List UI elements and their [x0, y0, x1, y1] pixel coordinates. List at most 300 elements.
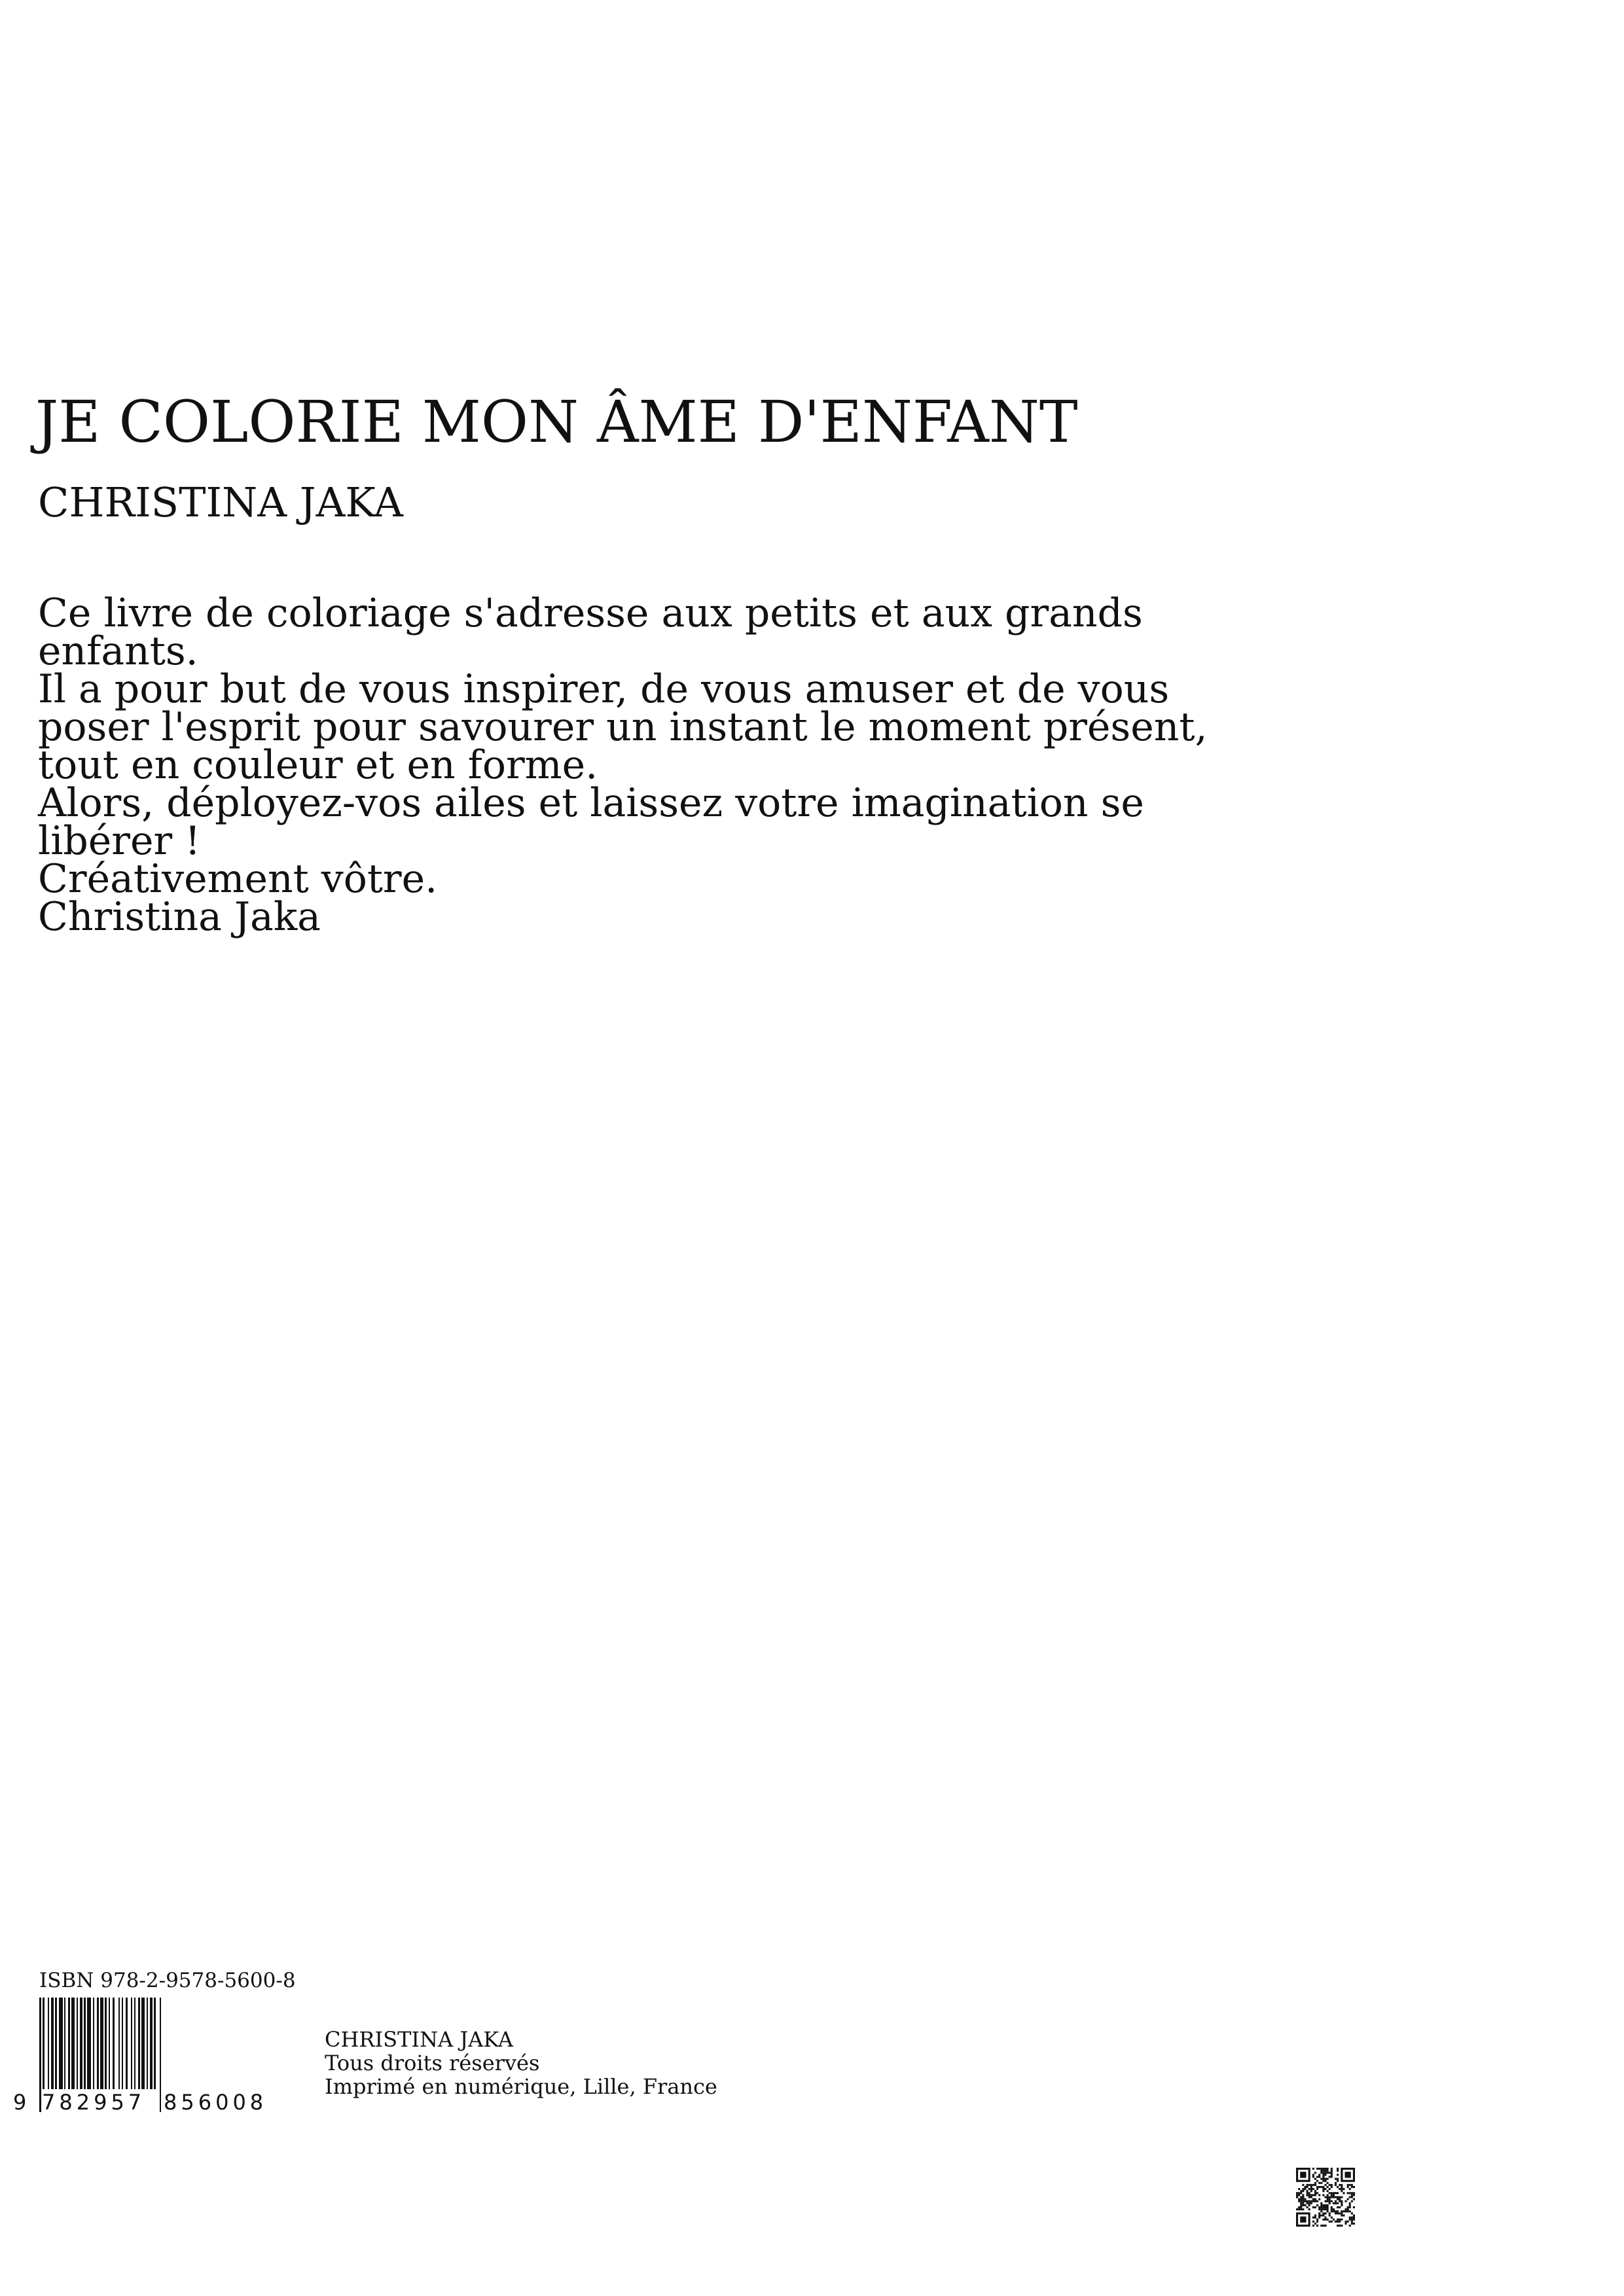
qr-module	[1353, 2219, 1355, 2221]
qr-module	[1333, 2196, 1335, 2198]
qr-module	[1331, 2210, 1333, 2212]
qr-module	[1320, 2202, 1322, 2204]
barcode-bar	[68, 1998, 70, 2089]
qr-module	[1300, 2206, 1302, 2208]
qr-module	[1314, 2216, 1316, 2218]
qr-module	[1312, 2176, 1314, 2178]
qr-module	[1337, 2192, 1339, 2194]
qr-module	[1322, 2212, 1324, 2214]
qr-module	[1331, 2172, 1333, 2174]
book-title: JE COLORIE MON ÂME D'ENFANT	[35, 388, 1078, 456]
qr-module	[1329, 2172, 1331, 2174]
qr-module	[1316, 2192, 1318, 2194]
qr-module	[1300, 2208, 1302, 2210]
qr-module	[1351, 2219, 1353, 2221]
qr-module	[1298, 2194, 1300, 2196]
qr-module	[1339, 2200, 1341, 2202]
book-author: CHRISTINA JAKA	[38, 478, 403, 526]
qr-module	[1324, 2206, 1326, 2208]
qr-module	[1335, 2192, 1337, 2194]
qr-module	[1314, 2192, 1316, 2194]
qr-module	[1318, 2176, 1320, 2178]
qr-module	[1331, 2168, 1333, 2170]
publisher-printed: Imprimé en numérique, Lille, France	[325, 2074, 717, 2099]
qr-module	[1314, 2194, 1316, 2196]
qr-module	[1327, 2204, 1329, 2206]
barcode-bar	[93, 1998, 94, 2089]
qr-module	[1329, 2188, 1331, 2190]
barcode-bar	[150, 1998, 153, 2089]
barcode-bar	[118, 1998, 120, 2089]
qr-module	[1322, 2190, 1324, 2192]
qr-module	[1324, 2174, 1326, 2176]
qr-module	[1344, 2223, 1346, 2225]
qr-module	[1312, 2225, 1314, 2227]
qr-module	[1324, 2170, 1326, 2172]
qr-module	[1310, 2194, 1312, 2196]
qr-module	[1320, 2204, 1322, 2206]
qr-module	[1314, 2184, 1316, 2186]
qr-module	[1339, 2206, 1341, 2208]
qr-module	[1296, 2196, 1298, 2198]
qr-module	[1337, 2219, 1339, 2221]
barcode-bar	[80, 1998, 82, 2089]
qr-module	[1324, 2180, 1326, 2182]
qr-module	[1298, 2206, 1300, 2208]
qr-module	[1300, 2190, 1302, 2192]
qr-module	[1335, 2210, 1337, 2212]
qr-module	[1335, 2182, 1337, 2184]
qr-module	[1337, 2174, 1339, 2176]
qr-module	[1349, 2219, 1351, 2221]
qr-module	[1316, 2186, 1318, 2188]
qr-module	[1322, 2180, 1324, 2182]
qr-module	[1324, 2184, 1326, 2186]
qr-module	[1351, 2221, 1353, 2223]
qr-module	[1318, 2186, 1320, 2188]
qr-module	[1302, 2196, 1304, 2198]
qr-module	[1343, 2210, 1344, 2212]
barcode-bar	[77, 1998, 78, 2089]
qr-module	[1351, 2194, 1353, 2196]
qr-module	[1349, 2188, 1351, 2190]
qr-module	[1318, 2182, 1320, 2184]
qr-module	[1341, 2210, 1343, 2212]
qr-module	[1312, 2184, 1314, 2186]
qr-module	[1335, 2212, 1337, 2214]
qr-module	[1314, 2172, 1316, 2174]
qr-module	[1329, 2184, 1331, 2186]
qr-module	[1343, 2192, 1344, 2194]
qr-module	[1337, 2180, 1339, 2182]
barcode-bar	[59, 1998, 63, 2089]
qr-module	[1349, 2206, 1351, 2208]
qr-module	[1302, 2208, 1304, 2210]
qr-module	[1318, 2208, 1320, 2210]
qr-module	[1344, 2200, 1346, 2202]
qr-module	[1349, 2202, 1351, 2204]
barcode-bar	[64, 1998, 65, 2089]
qr-module	[1349, 2225, 1351, 2227]
qr-module	[1329, 2221, 1331, 2223]
qr-module	[1324, 2204, 1326, 2206]
qr-module	[1312, 2188, 1314, 2190]
qr-module	[1324, 2172, 1326, 2174]
qr-module	[1322, 2186, 1324, 2188]
qr-module	[1331, 2186, 1333, 2188]
qr-module	[1329, 2196, 1331, 2198]
qr-code-icon	[1296, 2168, 1355, 2227]
qr-module	[1344, 2221, 1346, 2223]
qr-module	[1314, 2200, 1316, 2202]
blurb-line: poser l'esprit pour savourer un instant le moment présent,	[38, 704, 1208, 750]
qr-module	[1335, 2196, 1337, 2198]
qr-module	[1335, 2178, 1337, 2180]
qr-module	[1339, 2188, 1341, 2190]
qr-module	[1347, 2210, 1349, 2212]
qr-module	[1320, 2182, 1322, 2184]
barcode-bar	[134, 1998, 135, 2089]
qr-module	[1339, 2198, 1341, 2200]
qr-module	[1327, 2210, 1329, 2212]
barcode-digit-first: 9	[13, 2090, 27, 2115]
qr-module	[1300, 2198, 1302, 2200]
qr-module	[1316, 2219, 1318, 2221]
qr-module	[1349, 2184, 1351, 2186]
qr-module	[1312, 2200, 1314, 2202]
qr-module	[1310, 2196, 1312, 2198]
blurb-line: enfants.	[38, 628, 198, 674]
barcode-bar	[87, 1998, 91, 2089]
qr-module	[1329, 2192, 1331, 2194]
qr-module	[1307, 2184, 1308, 2186]
qr-module	[1316, 2176, 1318, 2178]
qr-module	[1327, 2208, 1329, 2210]
qr-module	[1310, 2188, 1312, 2190]
qr-module	[1302, 2200, 1304, 2202]
qr-module	[1304, 2188, 1306, 2190]
back-cover-blurb	[38, 590, 1229, 940]
qr-module	[1339, 2219, 1341, 2221]
blurb-line: tout en couleur et en forme.	[38, 742, 598, 788]
blurb-line: Alors, déployez-vos ailes et laissez votre imagination se	[38, 780, 1144, 826]
qr-module	[1337, 2202, 1339, 2204]
publisher-name: CHRISTINA JAKA	[325, 2027, 513, 2052]
qr-module	[1333, 2208, 1335, 2210]
qr-module	[1302, 2204, 1304, 2206]
publisher-rights: Tous droits réservés	[325, 2051, 540, 2075]
qr-module	[1331, 2192, 1333, 2194]
qr-module	[1324, 2219, 1326, 2221]
qr-module	[1353, 2206, 1355, 2208]
qr-module	[1302, 2188, 1304, 2190]
qr-module	[1324, 2216, 1326, 2218]
qr-module	[1331, 2194, 1333, 2196]
qr-module	[1320, 2206, 1322, 2208]
qr-module	[1300, 2172, 1306, 2178]
qr-module	[1339, 2221, 1341, 2223]
qr-module	[1347, 2206, 1349, 2208]
qr-module	[1327, 2219, 1329, 2221]
qr-module	[1308, 2200, 1310, 2202]
barcode-bar	[109, 1998, 110, 2089]
qr-module	[1320, 2172, 1322, 2174]
qr-module	[1314, 2190, 1316, 2192]
qr-module	[1322, 2204, 1324, 2206]
qr-module	[1322, 2188, 1324, 2190]
qr-module	[1322, 2194, 1324, 2196]
qr-module	[1302, 2190, 1304, 2192]
qr-module	[1324, 2188, 1326, 2190]
qr-module	[1329, 2176, 1331, 2178]
qr-module	[1339, 2196, 1341, 2198]
qr-module	[1353, 2192, 1355, 2194]
qr-module	[1320, 2210, 1322, 2212]
qr-module	[1341, 2190, 1343, 2192]
qr-module	[1307, 2190, 1308, 2192]
qr-module	[1327, 2168, 1329, 2170]
qr-module	[1308, 2194, 1310, 2196]
qr-module	[1341, 2202, 1343, 2204]
qr-module	[1316, 2180, 1318, 2182]
qr-module	[1314, 2198, 1316, 2200]
qr-module	[1337, 2170, 1339, 2172]
qr-module	[1353, 2194, 1355, 2196]
qr-module	[1296, 2192, 1298, 2194]
qr-module	[1343, 2188, 1344, 2190]
qr-module	[1351, 2212, 1353, 2214]
qr-module	[1341, 2212, 1343, 2214]
qr-module	[1318, 2168, 1320, 2170]
qr-module	[1304, 2200, 1306, 2202]
qr-module	[1335, 2184, 1337, 2186]
qr-module	[1327, 2186, 1329, 2188]
qr-module	[1307, 2186, 1308, 2188]
qr-module	[1308, 2204, 1310, 2206]
qr-module	[1339, 2212, 1341, 2214]
qr-module	[1314, 2182, 1316, 2184]
qr-module	[1353, 2186, 1355, 2188]
qr-module	[1339, 2225, 1341, 2227]
qr-module	[1327, 2206, 1329, 2208]
qr-module	[1322, 2178, 1324, 2180]
qr-module	[1298, 2208, 1300, 2210]
qr-module	[1320, 2170, 1322, 2172]
qr-module	[1331, 2196, 1333, 2198]
qr-module	[1302, 2194, 1304, 2196]
barcode-bar	[55, 1998, 57, 2089]
qr-module	[1329, 2212, 1331, 2214]
blurb-line: libérer !	[38, 818, 201, 864]
qr-module	[1351, 2196, 1353, 2198]
qr-module	[1318, 2214, 1320, 2216]
barcode-bar	[113, 1998, 115, 2089]
qr-module	[1341, 2200, 1343, 2202]
qr-module	[1327, 2196, 1329, 2198]
qr-module	[1335, 2221, 1337, 2223]
qr-module	[1329, 2200, 1331, 2202]
qr-module	[1300, 2200, 1302, 2202]
qr-module	[1307, 2200, 1308, 2202]
qr-module	[1316, 2221, 1318, 2223]
barcode-bar	[154, 1998, 156, 2089]
qr-module	[1341, 2219, 1343, 2221]
qr-module	[1320, 2186, 1322, 2188]
qr-module	[1349, 2196, 1351, 2198]
qr-module	[1353, 2223, 1355, 2225]
qr-module	[1327, 2170, 1329, 2172]
barcode-bar	[126, 1998, 128, 2089]
qr-module	[1327, 2200, 1329, 2202]
qr-module	[1333, 2194, 1335, 2196]
qr-module	[1320, 2168, 1322, 2170]
qr-code-graphic	[1296, 2168, 1355, 2227]
qr-module	[1324, 2208, 1326, 2210]
isbn-barcode	[13, 1998, 288, 2115]
qr-module	[1310, 2200, 1312, 2202]
qr-module	[1337, 2221, 1339, 2223]
qr-module	[1320, 2208, 1322, 2210]
qr-module	[1322, 2206, 1324, 2208]
qr-module	[1316, 2200, 1318, 2202]
qr-module	[1314, 2178, 1316, 2180]
qr-module	[1331, 2170, 1333, 2172]
qr-module	[1327, 2182, 1329, 2184]
qr-module	[1322, 2219, 1324, 2221]
qr-module	[1304, 2186, 1306, 2188]
qr-module	[1302, 2184, 1304, 2186]
qr-module	[1337, 2212, 1339, 2214]
publisher-block	[325, 2028, 717, 2098]
qr-module	[1337, 2206, 1339, 2208]
qr-module	[1324, 2168, 1326, 2170]
qr-module	[1347, 2192, 1349, 2194]
qr-module	[1310, 2202, 1312, 2204]
qr-module	[1308, 2196, 1310, 2198]
qr-module	[1329, 2202, 1331, 2204]
qr-module	[1333, 2219, 1335, 2221]
qr-module	[1318, 2216, 1320, 2218]
qr-module	[1324, 2212, 1326, 2214]
qr-module	[1318, 2212, 1320, 2214]
qr-module	[1312, 2174, 1314, 2176]
qr-module	[1300, 2216, 1306, 2222]
qr-module	[1337, 2186, 1339, 2188]
qr-module	[1318, 2198, 1320, 2200]
qr-module	[1318, 2206, 1320, 2208]
qr-module	[1327, 2194, 1329, 2196]
barcode-bar	[160, 1998, 161, 2112]
qr-module	[1347, 2186, 1349, 2188]
qr-module	[1318, 2174, 1320, 2176]
isbn-label: ISBN 978-2-9578-5600-8	[39, 1969, 296, 1992]
barcode-bar	[131, 1998, 132, 2089]
qr-module	[1302, 2202, 1304, 2204]
qr-module	[1314, 2214, 1316, 2216]
qr-module	[1300, 2192, 1302, 2194]
qr-module	[1298, 2188, 1300, 2190]
qr-module	[1308, 2208, 1310, 2210]
qr-module	[1320, 2214, 1322, 2216]
qr-module	[1304, 2204, 1306, 2206]
qr-module	[1335, 2202, 1337, 2204]
qr-module	[1320, 2225, 1322, 2227]
qr-module	[1308, 2202, 1310, 2204]
qr-module	[1310, 2190, 1312, 2192]
barcode-bar	[71, 1998, 75, 2089]
qr-module	[1353, 2198, 1355, 2200]
qr-module	[1322, 2214, 1324, 2216]
qr-module	[1331, 2216, 1333, 2218]
qr-module	[1324, 2178, 1326, 2180]
qr-module	[1331, 2221, 1333, 2223]
qr-module	[1298, 2200, 1300, 2202]
qr-module	[1347, 2198, 1349, 2200]
qr-module	[1331, 2184, 1333, 2186]
qr-module	[1341, 2214, 1343, 2216]
qr-module	[1333, 2192, 1335, 2194]
qr-module	[1322, 2170, 1324, 2172]
qr-module	[1300, 2196, 1302, 2198]
qr-module	[1322, 2208, 1324, 2210]
qr-module	[1331, 2200, 1333, 2202]
qr-module	[1333, 2210, 1335, 2212]
qr-module	[1349, 2192, 1351, 2194]
qr-module	[1308, 2188, 1310, 2190]
qr-module	[1341, 2196, 1343, 2198]
barcode-bar	[105, 1998, 107, 2089]
barcode-digits-left: 782957	[42, 2090, 146, 2115]
qr-module	[1312, 2194, 1314, 2196]
qr-module	[1335, 2200, 1337, 2202]
qr-module	[1312, 2221, 1314, 2223]
qr-module	[1351, 2186, 1353, 2188]
qr-module	[1349, 2216, 1351, 2218]
qr-module	[1337, 2225, 1339, 2227]
qr-module	[1337, 2168, 1339, 2170]
qr-module	[1310, 2184, 1312, 2186]
qr-module	[1316, 2188, 1318, 2190]
qr-module	[1308, 2184, 1310, 2186]
qr-module	[1324, 2225, 1326, 2227]
qr-module	[1341, 2188, 1343, 2190]
qr-module	[1341, 2204, 1343, 2206]
barcode-bar	[48, 1998, 49, 2089]
qr-module	[1337, 2198, 1339, 2200]
qr-module	[1307, 2202, 1308, 2204]
barcode-bar	[138, 1998, 140, 2089]
qr-module	[1308, 2192, 1310, 2194]
qr-module	[1322, 2225, 1324, 2227]
qr-module	[1331, 2174, 1333, 2176]
qr-module	[1327, 2198, 1329, 2200]
qr-module	[1337, 2210, 1339, 2212]
qr-module	[1351, 2184, 1353, 2186]
blurb-line: Créativement vôtre.	[38, 856, 438, 902]
qr-module	[1314, 2206, 1316, 2208]
qr-module	[1329, 2198, 1331, 2200]
qr-module	[1322, 2168, 1324, 2170]
barcode-bar	[141, 1998, 145, 2089]
qr-module	[1304, 2198, 1306, 2200]
qr-module	[1298, 2198, 1300, 2200]
qr-module	[1316, 2204, 1318, 2206]
qr-module	[1341, 2186, 1343, 2188]
qr-module	[1344, 2172, 1350, 2178]
qr-module	[1307, 2194, 1308, 2196]
qr-module	[1322, 2176, 1324, 2178]
qr-module	[1353, 2214, 1355, 2216]
